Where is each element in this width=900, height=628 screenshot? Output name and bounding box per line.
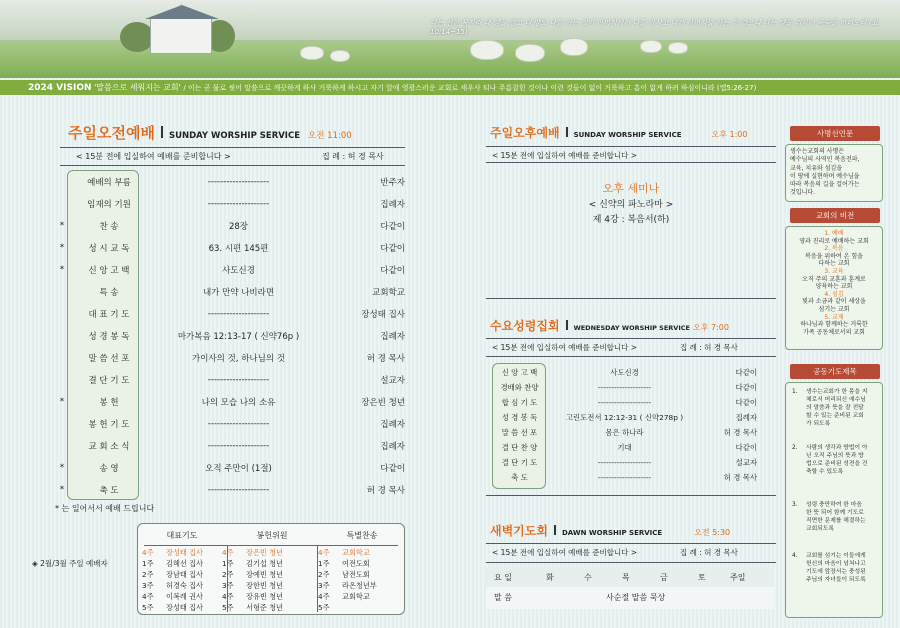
word-label: 말 씀 xyxy=(494,593,512,602)
order-content: 사도신경 xyxy=(222,266,255,276)
afternoon-prep: < 15분 전에 입실하여 예배를 준비합니다 > xyxy=(492,151,638,160)
vision-number: 4. 섬김 xyxy=(824,290,844,298)
order-label: 송 영 xyxy=(99,464,119,474)
table-cell: 3주 xyxy=(142,581,154,590)
day-cell: 수 xyxy=(584,573,592,582)
dawn-time: 오전 5:30 xyxy=(694,528,731,537)
table-cell: 김혜선 집사 xyxy=(166,559,204,568)
col-header: 대표기도 xyxy=(166,531,198,540)
dawn-officiant: 집 례 : 허 경 목사 xyxy=(680,548,738,557)
table-cell: 2주 xyxy=(142,570,154,579)
morning-time: 오전 11:00 xyxy=(308,131,352,141)
mission-line: 따라 복음의 길을 걸어가는 xyxy=(790,181,860,189)
prayer-number: 2. xyxy=(792,445,798,451)
day-cell: 화 xyxy=(546,573,554,582)
table-cell: 여전도회 xyxy=(342,559,370,568)
order-label: 합 심 기 도 xyxy=(501,397,538,407)
table-cell: 4주 xyxy=(222,592,234,601)
dawn-header xyxy=(490,522,730,539)
table-cell: 4주 xyxy=(318,548,330,557)
order-person: 다같이 xyxy=(380,266,405,276)
vision-list xyxy=(787,230,881,336)
divider xyxy=(486,495,776,496)
order-content: 고린도전서 12:12-31 ( 신약278p ) xyxy=(565,412,684,422)
standing-note: * 는 일어서서 예배 드립니다 xyxy=(55,504,155,513)
banner-verse: 나는 선한 목자라 내 양을 알고 내 양도 나를 아는 것이 아버지께서 나를 아시고 내가 아버지를 아는 것 같으니 나는 양을 위하여 목숨을 버리노라 (요 10:14~15) xyxy=(430,19,879,36)
wednesday-prep: < 15분 전에 입실하여 예배를 준비합니다 > xyxy=(492,343,638,352)
dawn-word-row xyxy=(486,587,774,609)
table-cell: 장유빈 청년 xyxy=(246,592,284,601)
order-person: 다같이 xyxy=(735,442,757,452)
order-row xyxy=(50,171,405,193)
order-row xyxy=(50,391,405,413)
table-cell: 장은빈 청년 xyxy=(246,548,284,557)
wednesday-title-en: WEDNESDAY WORSHIP SERVICE xyxy=(573,324,690,332)
vision-text: 영과 진리로 예배하는 교회 xyxy=(799,237,869,245)
order-person: 허 경 목사 xyxy=(366,354,405,364)
order-person: 장성태 집사 xyxy=(361,310,405,320)
order-label: 성 시 교 독 xyxy=(88,244,130,254)
morning-header xyxy=(68,122,352,143)
standing-mark: * xyxy=(59,485,65,495)
table-cell: 허경숙 집사 xyxy=(166,581,204,590)
divider xyxy=(60,147,405,148)
order-content: -------------------- xyxy=(207,177,270,187)
afternoon-time: 오후 1:00 xyxy=(711,130,748,139)
vision-number: 3. 교육 xyxy=(824,267,844,275)
standing-mark: * xyxy=(59,243,65,253)
order-row xyxy=(492,411,757,423)
order-content: -------------------- xyxy=(207,375,270,385)
seminar-series: < 신약의 파노라마 > xyxy=(588,200,674,210)
order-content: 63. 시편 145편 xyxy=(208,244,269,254)
sheep-icon xyxy=(640,40,662,53)
vision-title: 교회의 비전 xyxy=(790,208,880,223)
order-row xyxy=(50,435,405,457)
table-cell: 남전도회 xyxy=(342,570,370,579)
order-row xyxy=(50,347,405,369)
order-person: 집례자 xyxy=(380,200,405,210)
order-label: 말 씀 선 포 xyxy=(501,427,538,437)
table-cell: 장남태 집사 xyxy=(166,570,204,579)
order-row xyxy=(50,369,405,391)
sheep-icon xyxy=(560,38,588,56)
wednesday-title: 수요성령집회 xyxy=(490,319,560,333)
order-label: 임재의 기원 xyxy=(87,200,131,210)
table-cell: 이복례 권사 xyxy=(166,592,204,601)
order-content: 몸은 하나라 xyxy=(605,427,644,437)
vision-label: 2024 VISION xyxy=(28,83,92,93)
table-cell: 5주 xyxy=(318,603,330,612)
vision-text: 섬기는 교회 xyxy=(818,305,850,313)
standing-mark: * xyxy=(59,463,65,473)
order-person: 허 경 목사 xyxy=(366,486,405,496)
servants-label: ◈ 2월/3월 주일 예배자 xyxy=(32,559,108,568)
order-row xyxy=(50,303,405,325)
prayer-number: 3. xyxy=(792,502,798,508)
order-row xyxy=(50,193,405,215)
order-person: 반주자 xyxy=(380,178,405,188)
order-row xyxy=(492,366,757,378)
order-label: 특 송 xyxy=(99,288,119,298)
table-cell: 5주 xyxy=(222,603,234,612)
table-cell: 1주 xyxy=(142,559,154,568)
table-cell: 1주 xyxy=(318,559,330,568)
order-content: 가이사의 것, 하나님의 것 xyxy=(192,354,285,364)
table-row xyxy=(138,558,406,569)
divider xyxy=(486,146,776,147)
servants-table xyxy=(137,523,405,615)
church-building-icon xyxy=(150,18,212,54)
prayer-number: 4. xyxy=(792,553,798,559)
day-cell: 목 xyxy=(622,573,630,582)
order-content: -------------------- xyxy=(207,199,270,209)
order-content: -------------------- xyxy=(597,382,652,392)
sheep-icon xyxy=(330,50,350,62)
table-cell: 교회학교 xyxy=(342,592,370,601)
vision-text: 다하는 교회 xyxy=(818,260,850,268)
order-label: 결 단 찬 양 xyxy=(501,442,538,452)
afternoon-title-en: SUNDAY WORSHIP SERVICE xyxy=(573,131,682,139)
order-content: 마가복음 12:13-17 ( 신약76p ) xyxy=(177,332,300,342)
order-content: -------------------- xyxy=(597,472,652,482)
order-row xyxy=(50,479,405,501)
order-content: -------------------- xyxy=(207,441,270,451)
prayer-title: 공동기도제목 xyxy=(790,364,880,379)
dawn-title: 새벽기도회 xyxy=(490,524,548,538)
divider xyxy=(486,562,776,563)
mission-line: 예수님의 사역인 복음전파, xyxy=(790,156,860,164)
dawn-title-en: DAWN WORSHIP SERVICE xyxy=(561,529,663,537)
table-row xyxy=(138,580,406,591)
divider xyxy=(486,543,776,544)
order-person: 다같이 xyxy=(735,367,757,377)
order-content: 28장 xyxy=(228,222,249,232)
order-row xyxy=(50,215,405,237)
order-row xyxy=(50,325,405,347)
standing-mark: * xyxy=(59,221,65,231)
prayer-text: 성령 충만하여 한 마음 한 뜻 되어 함께 기도로 직면한 문제를 해결하는 교회되도록 xyxy=(806,502,866,532)
afternoon-title: 주일오후예배 xyxy=(490,126,560,140)
table-cell: 1주 xyxy=(222,559,234,568)
order-label: 예배의 부름 xyxy=(87,178,131,188)
vision-verse: / 이는 곧 물로 씻어 말씀으로 깨끗하게 하사 거룩하게 하시고 자기 앞에 영광스러운 교회로 세우사 티나 주름잡힌 것이나 이런 것들이 없이 거룩하고 흠이 없게 하려 하심이니라 (엡5:26-27) xyxy=(183,84,757,92)
table-cell: 4주 xyxy=(142,548,154,557)
table-cell: 장성태 집사 xyxy=(166,548,204,557)
order-person: 허 경 목사 xyxy=(723,427,757,437)
dawn-prep: < 15분 전에 입실하여 예배를 준비합니다 > xyxy=(492,548,638,557)
table-cell: 김기섭 청년 xyxy=(246,559,284,568)
mission-line: 생수는교회의 사명은 xyxy=(790,148,845,155)
order-row xyxy=(492,456,757,468)
order-person: 집례자 xyxy=(380,442,405,452)
order-label: 결 단 기 도 xyxy=(501,457,538,467)
divider xyxy=(486,162,776,163)
order-label: 대 표 기 도 xyxy=(88,310,130,320)
order-label: 찬 송 xyxy=(99,222,119,232)
vision-text: 복음을 위하여 온 힘을 xyxy=(805,252,863,260)
order-person: 허 경 목사 xyxy=(723,472,757,482)
divider xyxy=(486,338,776,339)
order-row xyxy=(50,237,405,259)
table-row xyxy=(138,591,406,602)
prayer-text: 교회를 섬기는 이들에게 헌신의 마음이 넘쳐나고 기도에 앞장서는 충성된 주님의 자녀들이 되도록 xyxy=(806,553,866,583)
table-cell: 서형준 청년 xyxy=(246,603,284,612)
order-label: 결 단 기 도 xyxy=(88,376,130,386)
order-row xyxy=(50,413,405,435)
day-label: 요 일 xyxy=(494,573,512,582)
divider xyxy=(60,165,405,166)
order-content: -------------------- xyxy=(207,309,270,319)
vision-motto: '말씀으로 세워지는 교회' xyxy=(94,83,181,92)
morning-title: 주일오전예배 xyxy=(68,124,155,142)
standing-mark: * xyxy=(59,397,65,407)
order-person: 다같이 xyxy=(380,222,405,232)
order-content: -------------------- xyxy=(207,485,270,495)
order-label: 신 앙 고 백 xyxy=(88,266,130,276)
table-cell: 3주 xyxy=(318,581,330,590)
standing-mark: * xyxy=(59,265,65,275)
order-label: 경배와 찬양 xyxy=(500,382,539,392)
order-content: 기대 xyxy=(617,442,632,452)
order-row xyxy=(50,259,405,281)
table-cell: 4주 xyxy=(222,548,234,557)
dawn-days-row xyxy=(486,567,774,587)
order-person: 집례자 xyxy=(735,412,757,422)
order-person: 설교자 xyxy=(735,457,757,467)
prayer-number: 1. xyxy=(792,389,798,395)
sheep-icon xyxy=(668,42,688,54)
vision-text: 하나님과 함께하는 거룩한 xyxy=(800,321,868,329)
vision-text: 오직 주의 교훈과 훈계로 xyxy=(802,275,866,283)
order-row xyxy=(492,396,757,408)
seminar-title: 오후 세미나 xyxy=(602,182,660,195)
divider xyxy=(486,356,776,357)
col-header: 특별찬송 xyxy=(346,531,378,540)
order-label: 축 도 xyxy=(99,486,119,496)
table-row xyxy=(138,569,406,580)
order-label: 교 회 소 식 xyxy=(88,442,130,452)
order-label: 성 경 봉 독 xyxy=(501,412,538,422)
table-row xyxy=(138,602,406,613)
order-content: -------------------- xyxy=(207,419,270,429)
wednesday-time: 오후 7:00 xyxy=(692,323,729,332)
order-person: 장은빈 청년 xyxy=(361,398,405,408)
mission-line: 것입니다. xyxy=(790,189,816,197)
order-content: 오직 주만이 (1절) xyxy=(205,464,272,474)
order-label: 말 씀 선 포 xyxy=(88,354,130,364)
prayer-text: 사람의 생각과 방법이 아닌 오직 주님의 뜻과 방법으로 준비된 성전을 건축할 수 있도록 xyxy=(806,445,868,475)
order-row xyxy=(50,457,405,479)
mission-line: 이 땅에 실현하며 예수님을 xyxy=(790,172,860,180)
col-header: 봉헌위원 xyxy=(256,531,288,540)
order-row xyxy=(492,471,757,483)
morning-title-en: SUNDAY WORSHIP SERVICE xyxy=(168,131,301,141)
tree-icon xyxy=(120,22,154,52)
table-cell: 2주 xyxy=(222,570,234,579)
order-person: 설교자 xyxy=(380,376,405,386)
vision-bar xyxy=(0,80,900,95)
prayer-text: 생수는교회가 한 몸을 지체로서 머리되신 예수님의 말씀과 뜻을 잘 전달할 수 있는 준비된 교회가 되도록 xyxy=(806,389,868,427)
day-cell: 토 xyxy=(698,573,706,582)
table-cell: 2주 xyxy=(318,570,330,579)
order-person: 집례자 xyxy=(380,420,405,430)
order-label: 축 도 xyxy=(511,472,528,482)
order-content: 내가 만약 나비라면 xyxy=(202,288,275,298)
order-person: 교회학교 xyxy=(372,288,405,298)
vision-number: 2. 복음 xyxy=(824,245,844,253)
morning-officiant: 집 례 : 허 경 목사 xyxy=(322,152,384,161)
wednesday-header xyxy=(490,317,729,334)
order-content: -------------------- xyxy=(597,457,652,467)
day-cell: 주일 xyxy=(730,573,746,582)
order-label: 신 앙 고 백 xyxy=(501,367,538,377)
order-row xyxy=(492,441,757,453)
afternoon-header xyxy=(490,124,747,141)
table-cell: 라온청년부 xyxy=(342,581,377,590)
vision-text: 가족 공동체로서의 교회 xyxy=(803,328,865,336)
table-cell: 4주 xyxy=(318,592,330,601)
vision-number: 1. 예배 xyxy=(824,230,844,237)
table-cell: 4주 xyxy=(142,592,154,601)
table-cell: 장예빈 청년 xyxy=(246,570,284,579)
order-row xyxy=(492,381,757,393)
vision-text: 빛과 소금과 같이 세상을 xyxy=(802,298,866,306)
order-person: 다같이 xyxy=(735,382,757,392)
sheep-icon xyxy=(470,40,504,60)
order-person: 다같이 xyxy=(735,397,757,407)
table-cell: 3주 xyxy=(222,581,234,590)
table-cell: 교회학교 xyxy=(342,548,370,557)
day-cell: 금 xyxy=(660,573,668,582)
order-content: -------------------- xyxy=(597,397,652,407)
order-person: 다같이 xyxy=(380,244,405,254)
sheep-icon xyxy=(515,44,545,62)
order-row xyxy=(50,281,405,303)
sheep-icon xyxy=(300,46,324,60)
seminar-lecture: 제 4강 : 복음서(하) xyxy=(592,215,670,225)
order-label: 봉 헌 기 도 xyxy=(88,420,130,430)
order-person: 집례자 xyxy=(380,332,405,342)
morning-prep: < 15분 전에 입실하여 예배를 준비합니다 > xyxy=(76,152,231,161)
mission-text xyxy=(790,148,880,198)
mission-title: 사명선언문 xyxy=(790,126,880,141)
vision-number: 5. 교제 xyxy=(824,313,844,321)
top-banner xyxy=(0,0,900,78)
order-label: 성 경 봉 독 xyxy=(88,332,130,342)
wednesday-officiant: 집 례 : 허 경 목사 xyxy=(680,343,738,352)
table-cell: 장한빈 청년 xyxy=(246,581,284,590)
order-content: 나의 모습 나의 소유 xyxy=(201,398,276,408)
order-label: 봉 헌 xyxy=(99,398,119,408)
table-cell: 5주 xyxy=(142,603,154,612)
order-row xyxy=(492,426,757,438)
mission-line: 교육, 치유와 섬김을 xyxy=(790,164,843,172)
order-content: 사도신경 xyxy=(610,367,639,377)
divider xyxy=(486,298,776,299)
table-row xyxy=(138,547,406,558)
word-content: 사순절 말씀 묵상 xyxy=(606,593,666,602)
table-cell: 장성태 집사 xyxy=(166,603,204,612)
order-person: 다같이 xyxy=(380,464,405,474)
vision-text: 양육하는 교회 xyxy=(815,283,853,291)
